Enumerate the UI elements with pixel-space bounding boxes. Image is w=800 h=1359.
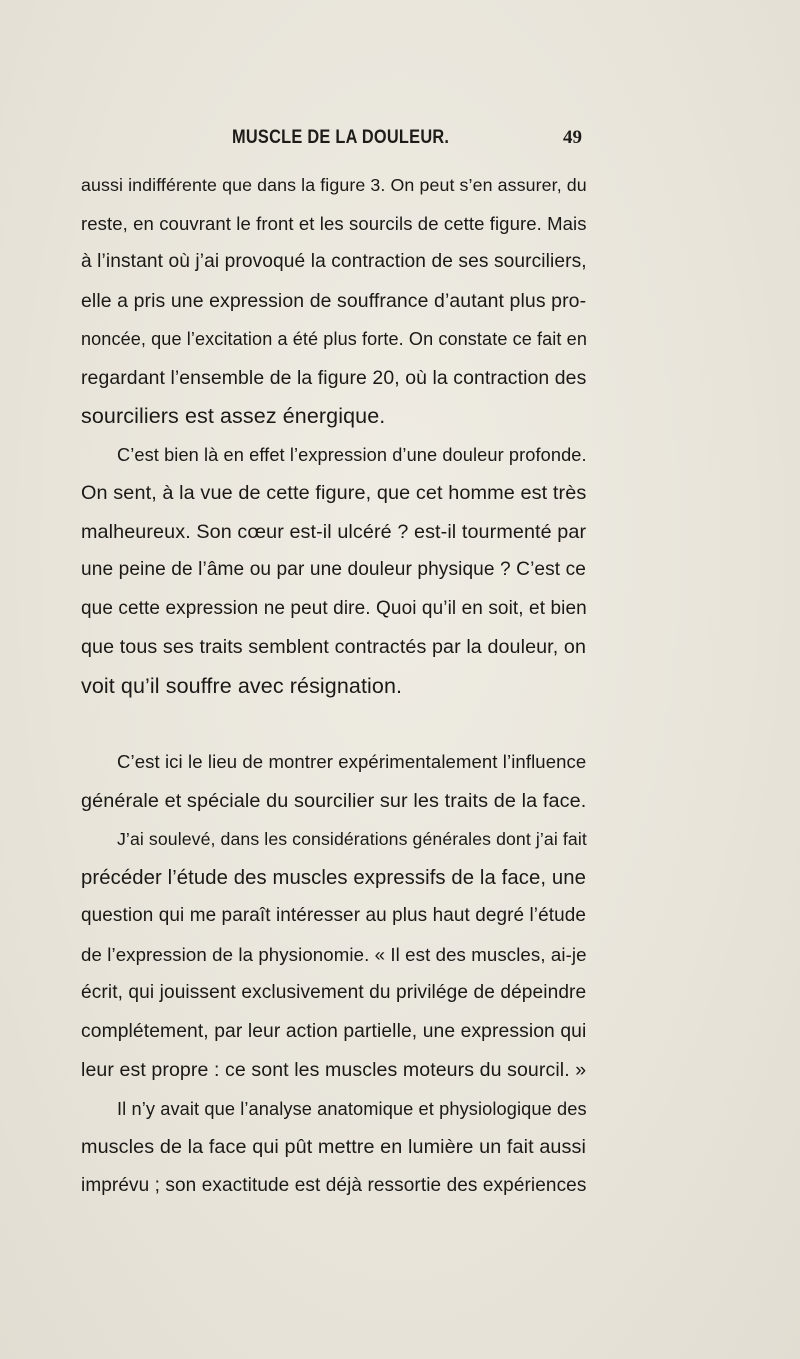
paragraph — [81, 1090, 586, 1206]
page-header — [0, 127, 800, 157]
text-line: écrit, qui jouissent exclusivement du privilége de dépeindre — [81, 982, 587, 1003]
text-line: C’est ici le lieu de montrer expérimentalement l’influence — [117, 751, 587, 772]
text-line: On sent, à la vue de cette figure, que cet homme est très — [81, 482, 587, 504]
text-line: que tous ses traits semblent contractés par la douleur, on — [81, 636, 586, 658]
text-line: générale et spéciale du sourcilier sur les traits de la face. — [81, 789, 587, 812]
text-line: voit qu’il souffre avec résignation. — [81, 673, 403, 698]
paragraph — [81, 166, 586, 436]
text-line: sourciliers est assez énergique. — [81, 404, 386, 428]
text-line: leur est propre : ce sont les muscles moteurs du sourcil. » — [81, 1059, 587, 1081]
page-number: 49 — [563, 127, 582, 148]
text-line: une peine de l’âme ou par une douleur physique ? C’est ce — [81, 559, 587, 580]
text-line: J’ai soulevé, dans les considérations générales dont j’ai fait — [117, 829, 587, 849]
text-line: que cette expression ne peut dire. Quoi qu’il en soit, et bien — [81, 597, 587, 619]
body-text — [81, 166, 586, 1205]
text-line: noncée, que l’excitation a été plus forte. On constate ce fait en — [81, 329, 587, 349]
text-line: de l’expression de la physionomie. « Il est des muscles, ai-je — [81, 943, 587, 965]
text-line: malheureux. Son cœur est-il ulcéré ? est-il tourmenté par — [81, 520, 587, 543]
paragraph — [81, 436, 586, 706]
text-line: aussi indifférente que dans la figure 3. On peut s’en assurer, du — [81, 175, 587, 195]
text-line: elle a pris une expression de souffrance d’autant plus pro- — [81, 289, 587, 312]
text-line: muscles de la face qui pût mettre en lumière un fait aussi — [81, 1136, 586, 1158]
paragraph — [81, 820, 586, 1090]
text-line: reste, en couvrant le front et les sourcils de cette figure. Mais — [81, 212, 587, 234]
text-line: C’est bien là en effet l’expression d’une douleur profonde. — [117, 444, 587, 465]
text-line: Il n’y avait que l’analyse anatomique et physiologique des — [117, 1097, 587, 1119]
text-line: imprévu ; son exactitude est déjà ressortie des expériences — [81, 1174, 587, 1196]
paragraph — [81, 743, 586, 820]
text-line: à l’instant où j’ai provoqué la contraction de ses sourciliers, — [81, 251, 587, 272]
paragraph-gap — [81, 705, 586, 743]
running-title: MUSCLE DE LA DOULEUR. — [232, 127, 450, 148]
text-line: question qui me paraît intéresser au plus haut degré l’étude — [81, 905, 587, 926]
text-line: complétement, par leur action partielle, une expression qui — [81, 1020, 587, 1042]
text-line: regardant l’ensemble de la figure 20, où la contraction des — [81, 366, 587, 389]
text-line: précéder l’étude des muscles expressifs de la face, une — [81, 866, 586, 889]
